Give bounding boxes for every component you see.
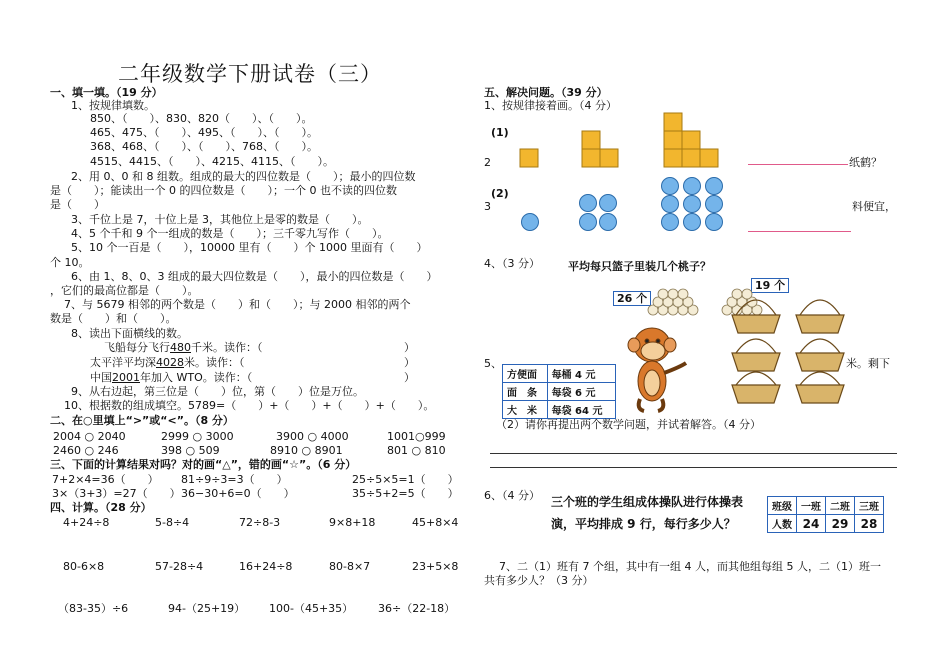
reading-close: ） bbox=[404, 341, 415, 354]
square bbox=[682, 149, 700, 167]
circle bbox=[706, 196, 723, 213]
compare-item: 3900 ○ 4000 bbox=[276, 430, 349, 443]
question-4: 4、5 个千和 9 个一组成的数是（ ）；三千零九写作（ ）。 bbox=[71, 227, 389, 240]
table-cell: 24 bbox=[797, 515, 826, 533]
question-7-line: 7、与 5679 相邻的两个数是（ ）和（ ）；与 2000 相邻的两个 bbox=[64, 298, 411, 311]
square bbox=[600, 149, 618, 167]
monkey-icon bbox=[622, 323, 692, 413]
item-price: 每桶 4 元 bbox=[547, 365, 615, 383]
table-row bbox=[768, 515, 884, 533]
circle bbox=[600, 214, 617, 231]
calc-item: （83-35）÷6 bbox=[58, 602, 129, 615]
question-8: 8、读出下面横线的数。 bbox=[71, 327, 188, 340]
judge-item: 3×（3+3）=27（ ） bbox=[52, 487, 181, 500]
circle bbox=[662, 214, 679, 231]
sequence-row: 4515、4415、（ ）、4215、4115、（ ）。 bbox=[90, 155, 334, 168]
problem-6: 6、（4 分） bbox=[484, 489, 540, 502]
basket-illustration bbox=[728, 285, 858, 410]
table-cell: 29 bbox=[826, 515, 855, 533]
compare-item: 8910 ○ 8901 bbox=[270, 444, 343, 457]
question-2-line: 是（ ） bbox=[50, 198, 105, 211]
question-2-line: 是（ ）；能读出一个 0 的四位数是（ ）；一个 0 也不读的四位数 bbox=[50, 184, 397, 197]
reading-item: 中国2001年加入 WTO。读作：（ bbox=[90, 371, 253, 384]
circle bbox=[580, 195, 597, 212]
square bbox=[664, 149, 682, 167]
question-3: 3、千位上是 7，十位上是 3，其他位上是零的数是（ ）。 bbox=[71, 213, 369, 226]
clipped-text: 3 bbox=[484, 200, 491, 213]
compare-item: 398 ○ 509 bbox=[161, 444, 220, 457]
sequence-row: 368、468、（ ）、（ ）、768、（ ）。 bbox=[90, 140, 318, 153]
section-5-heading: 五、解决问题。（39 分） bbox=[484, 86, 608, 99]
question-6-line: ，它们的最高位都是（ ）。 bbox=[50, 284, 199, 297]
question-5-line: 个 10。 bbox=[50, 256, 90, 269]
compare-item: 1001○999 bbox=[387, 430, 446, 443]
section-4-heading: 四、计算。（28 分） bbox=[50, 501, 152, 514]
circle bbox=[522, 214, 539, 231]
calc-item: 23+5×8 bbox=[412, 560, 459, 573]
square bbox=[664, 131, 682, 149]
problem-4: 4、（3 分） bbox=[484, 257, 540, 270]
question-5-line: 5、10 个一百是（ ），10000 里有（ ）个 1000 里面有（ ） bbox=[71, 241, 428, 254]
compare-item: 2004 ○ 2040 bbox=[53, 430, 126, 443]
class-table bbox=[767, 496, 884, 533]
problem-5-sub: （2）请你再提出两个数学问题，并试着解答。（4 分） bbox=[496, 418, 761, 431]
clipped-text: 米。剩下 bbox=[846, 357, 890, 370]
clipped-text: 料便宜， bbox=[852, 200, 896, 213]
peach-count-left: 26 个 bbox=[613, 291, 651, 306]
circle bbox=[662, 196, 679, 213]
calc-item: 36÷（22-18） bbox=[378, 602, 456, 615]
circle bbox=[684, 178, 701, 195]
calc-item: 45+8×4 bbox=[412, 516, 459, 529]
square-pattern bbox=[518, 113, 758, 173]
reading-close: ） bbox=[404, 356, 415, 369]
problem-5: 5、 bbox=[484, 357, 502, 370]
calc-item: 16+24÷8 bbox=[239, 560, 293, 573]
clipped-text: 纸鹤？ bbox=[849, 156, 882, 169]
section-3-heading: 三、下面的计算结果对吗？对的画“△”，错的画“☆”。（6 分） bbox=[50, 458, 357, 471]
judge-item: 81÷9÷3=3（ ） bbox=[181, 473, 288, 486]
answer-line bbox=[490, 467, 897, 468]
sequence-row: 850、（ ）、830、820（ ）、（ ）。 bbox=[90, 112, 313, 125]
judge-item: 35÷5+2=5（ ） bbox=[352, 487, 459, 500]
peach-heading: 平均每只篮子里装几个桃子？ bbox=[568, 260, 711, 273]
pattern-label: (2) bbox=[491, 187, 509, 200]
square bbox=[700, 149, 718, 167]
calc-item: 57-28÷4 bbox=[155, 560, 204, 573]
answer-line bbox=[748, 231, 851, 232]
section-2-heading: 二、在○里填上“>”或“<”。（8 分） bbox=[50, 414, 234, 427]
calc-item: 80-6×8 bbox=[63, 560, 105, 573]
question-6-line: 6、由 1、8、0、3 组成的最大四位数是（ ），最小的四位数是（ ） bbox=[71, 270, 438, 283]
table-row bbox=[503, 401, 616, 419]
clipped-text: 2 bbox=[484, 156, 491, 169]
calc-item: 72÷8-3 bbox=[239, 516, 281, 529]
problem-1: 1、按规律接着画。（4 分） bbox=[484, 99, 617, 112]
compare-item: 2460 ○ 246 bbox=[53, 444, 119, 457]
reading-item: 飞船每分飞行480千米。读作：（ bbox=[104, 341, 263, 354]
table-cell: 人数 bbox=[768, 515, 797, 533]
question-2-line: 2、用 0、0 和 8 组数。组成的最大的四位数是（ ）；最小的四位数 bbox=[71, 170, 416, 183]
circle-pattern bbox=[518, 178, 758, 238]
calc-item: 4+24÷8 bbox=[63, 516, 110, 529]
pattern-label: (1) bbox=[491, 126, 509, 139]
square bbox=[682, 131, 700, 149]
question-9: 9、从右边起，第三位是（ ）位，第（ ）位是万位。 bbox=[71, 385, 364, 398]
price-table bbox=[502, 364, 616, 419]
item-name: 大 米 bbox=[503, 401, 548, 419]
item-price: 每袋 64 元 bbox=[547, 401, 615, 419]
answer-line bbox=[490, 453, 897, 454]
judge-item: 25÷5×5=1（ ） bbox=[352, 473, 459, 486]
problem-6-text: 演，平均排成 9 行，每行多少人？ bbox=[551, 517, 736, 531]
item-name: 方便面 bbox=[503, 365, 548, 383]
table-row bbox=[503, 383, 616, 401]
table-header: 二班 bbox=[826, 497, 855, 515]
problem-6-text: 三个班的学生组成体操队进行体操表 bbox=[551, 495, 744, 509]
table-cell: 28 bbox=[855, 515, 884, 533]
circle bbox=[600, 195, 617, 212]
table-row bbox=[503, 365, 616, 383]
square bbox=[520, 149, 538, 167]
item-name: 面 条 bbox=[503, 383, 548, 401]
square bbox=[582, 131, 600, 149]
circle bbox=[684, 214, 701, 231]
question-1: 1、按规律填数。 bbox=[71, 99, 155, 112]
compare-item: 801 ○ 810 bbox=[387, 444, 446, 457]
table-header: 班级 bbox=[768, 497, 797, 515]
answer-line bbox=[748, 164, 848, 165]
square bbox=[664, 113, 682, 131]
judge-item: 7+2×4=36（ ） bbox=[52, 473, 159, 486]
table-header: 一班 bbox=[797, 497, 826, 515]
calc-item: 94-（25+19） bbox=[168, 602, 246, 615]
question-10: 10、根据数的组成填空。5789=（ ）+（ ）+（ ）+（ ）。 bbox=[64, 399, 435, 412]
circle bbox=[706, 178, 723, 195]
page-title: 二年级数学下册试卷（三） bbox=[118, 62, 382, 86]
problem-7-line: 共有多少人？（3 分） bbox=[484, 574, 594, 587]
peach-count-right: 19 个 bbox=[751, 278, 789, 293]
judge-item: 36−30+6=0（ ） bbox=[181, 487, 295, 500]
reading-close: ） bbox=[404, 371, 415, 384]
reading-item: 太平洋平均深4028米。读作：（ bbox=[90, 356, 245, 369]
section-1-heading: 一、填一填。（19 分） bbox=[50, 86, 163, 99]
sequence-row: 465、475、（ ）、495、（ ）、（ ）。 bbox=[90, 126, 318, 139]
circle bbox=[580, 214, 597, 231]
item-price: 每袋 6 元 bbox=[547, 383, 615, 401]
problem-7-line: 7、二（1）班有 7 个组，其中有一组 4 人，而其他组每组 5 人，二（1）班一 bbox=[499, 560, 881, 573]
circle bbox=[684, 196, 701, 213]
table-row bbox=[768, 497, 884, 515]
calc-item: 5-8÷4 bbox=[155, 516, 190, 529]
question-7-line: 数是（ ）和（ ）。 bbox=[50, 312, 177, 325]
square bbox=[582, 149, 600, 167]
circle bbox=[662, 178, 679, 195]
compare-item: 2999 ○ 3000 bbox=[161, 430, 234, 443]
calc-item: 9×8+18 bbox=[329, 516, 376, 529]
calc-item: 80-8×7 bbox=[329, 560, 371, 573]
table-header: 三班 bbox=[855, 497, 884, 515]
circle bbox=[706, 214, 723, 231]
calc-item: 100-（45+35） bbox=[269, 602, 354, 615]
